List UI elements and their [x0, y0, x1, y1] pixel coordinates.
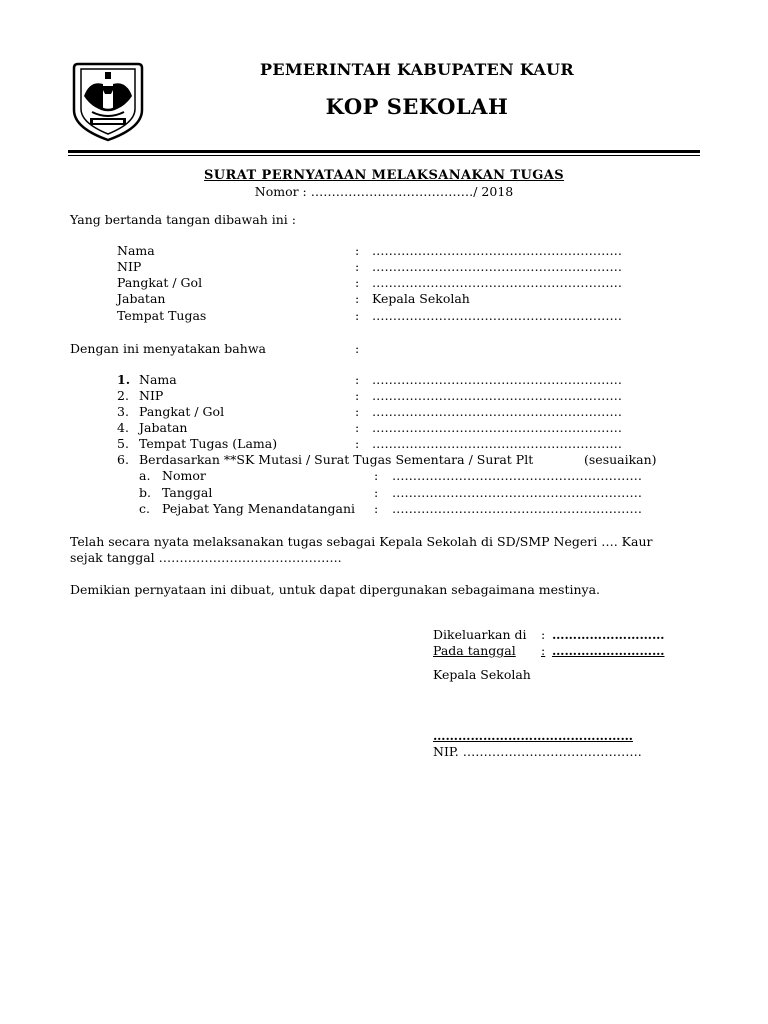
- decree-value-number: ……………………………………………………: [392, 468, 642, 483]
- signer-label-rank: Pangkat / Gol: [117, 275, 203, 290]
- decree-value-date: ……………………………………………………: [392, 485, 642, 500]
- issued-at-label: Dikeluarkan di: [433, 627, 527, 642]
- adjust-note: (sesuaikan): [584, 452, 657, 467]
- subject-label-old-workplace: Tempat Tugas (Lama): [139, 436, 278, 451]
- signer-colon: :: [355, 275, 360, 290]
- date-colon: :: [541, 643, 546, 658]
- intro-text: Yang bertanda tangan dibawah ini :: [70, 212, 296, 227]
- subject-number: 3.: [117, 404, 129, 419]
- sub-letter: a.: [139, 468, 151, 483]
- signer-value-rank: ……………………………………………………: [372, 275, 622, 290]
- signatory-nip: NIP. …………………………………….: [433, 744, 642, 759]
- subject-value-old-workplace: ……………………………………………………: [372, 436, 622, 451]
- subject-number: 2.: [117, 388, 129, 403]
- subject-colon: :: [355, 420, 360, 435]
- signer-colon: :: [355, 308, 360, 323]
- signer-label-workplace: Tempat Tugas: [117, 308, 207, 323]
- subject-colon: :: [355, 436, 360, 451]
- signer-value-nip: ……………………………………………………: [372, 259, 622, 274]
- subject-colon: :: [355, 388, 360, 403]
- document-title: SURAT PERNYATAAN MELAKSANAKAN TUGAS: [204, 168, 564, 183]
- subject-number: 5.: [117, 436, 129, 451]
- statement-paragraph-line2: sejak tanggal ……………………………………..: [70, 550, 342, 565]
- decree-colon: :: [374, 485, 379, 500]
- signer-value-position: Kepala Sekolah: [372, 291, 470, 306]
- subject-number: 1.: [117, 372, 131, 387]
- decree-colon: :: [374, 501, 379, 516]
- statement-colon: :: [355, 341, 360, 356]
- sub-letter: b.: [139, 485, 151, 500]
- letterhead-thick-rule: [68, 150, 700, 153]
- decree-basis-text: Berdasarkan **SK Mutasi / Surat Tugas Sementara / Surat Plt: [139, 452, 534, 467]
- signer-colon: :: [355, 291, 360, 306]
- issued-at-colon: :: [541, 627, 546, 642]
- subject-label-rank: Pangkat / Gol: [139, 404, 225, 419]
- statement-intro: Dengan ini menyatakan bahwa: [70, 341, 266, 356]
- subject-number: 4.: [117, 420, 129, 435]
- signatory-role: Kepala Sekolah: [433, 667, 531, 682]
- signer-value-workplace: ……………………………………………………: [372, 308, 622, 323]
- closing-paragraph: Demikian pernyataan ini dibuat, untuk dapat dipergunakan sebagaimana mestinya.: [70, 582, 601, 597]
- statement-paragraph-line1: Telah secara nyata melaksanakan tugas sebagai Kepala Sekolah di SD/SMP Negeri …. Kaur: [70, 534, 653, 549]
- government-name: PEMERINTAH KABUPATEN KAUR: [260, 60, 574, 79]
- subject-number: 6.: [117, 452, 129, 467]
- signer-value-name: ……………………………………………………: [372, 243, 622, 258]
- decree-colon: :: [374, 468, 379, 483]
- subject-colon: :: [355, 372, 360, 387]
- school-letterhead-title: KOP SEKOLAH: [325, 94, 509, 119]
- decree-value-signing-official: ……………………………………………………: [392, 501, 642, 516]
- issued-at-value: ………………………: [552, 627, 665, 642]
- decree-label-signing-official: Pejabat Yang Menandatangani: [162, 501, 356, 516]
- subject-value-nip: ……………………………………………………: [372, 388, 622, 403]
- letterhead-thin-rule: [68, 155, 700, 156]
- decree-label-number: Nomor: [162, 468, 206, 483]
- signer-label-nip: NIP: [117, 259, 142, 274]
- signatory-name-line: …………………………………………: [433, 728, 633, 743]
- subject-colon: :: [355, 404, 360, 419]
- subject-value-position: ……………………………………………………: [372, 420, 622, 435]
- subject-value-rank: ……………………………………………………: [372, 404, 622, 419]
- signer-label-name: Nama: [117, 243, 155, 258]
- date-value: ………………………: [552, 643, 665, 658]
- document-number: Nomor : …………………………………/ 2018: [254, 184, 514, 199]
- subject-label-position: Jabatan: [139, 420, 188, 435]
- subject-label-nip: NIP: [139, 388, 164, 403]
- signer-colon: :: [355, 259, 360, 274]
- signer-label-position: Jabatan: [117, 291, 166, 306]
- sub-letter: c.: [139, 501, 150, 516]
- subject-label-name: Nama: [139, 372, 177, 387]
- subject-value-name: ……………………………………………………: [372, 372, 622, 387]
- decree-label-date: Tanggal: [162, 485, 213, 500]
- date-label: Pada tanggal: [433, 643, 516, 658]
- signer-colon: :: [355, 243, 360, 258]
